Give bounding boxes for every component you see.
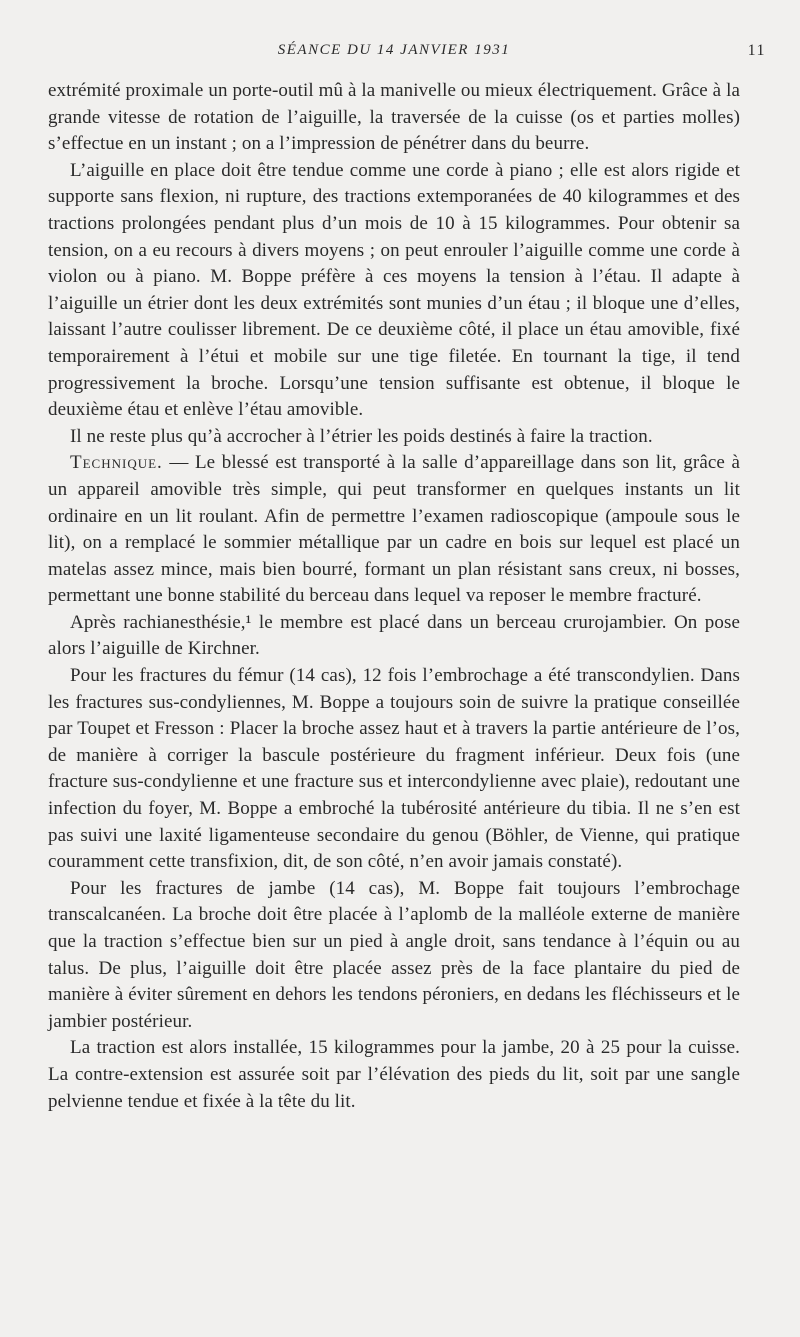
- paragraph-technique: [48, 450, 740, 610]
- paragraph-5: Après rachianesthésie,¹ le membre est placé dans un berceau crurojambier. On pose alors l’aiguille de Kirchner.: [48, 611, 740, 660]
- running-head: [48, 36, 766, 66]
- paragraph-6: Pour les fractures du fémur (14 cas), 12 fois l’embrochage a été transcondylien. Dans les fractures sus-condyliennes, M. Boppe a toujours soin de suivre la pratique conseillée par Toupet et Fresson : Placer la broche assez haut et à travers la partie antérieure de l’os, de manière à corriger la bascule postérieure du fragment inférieur. Deux fois (une fracture sus-condylienne et une fracture sus et intercondylienne avec plaie), redoutant une infection du foyer, M. Boppe a embroché la tubérosité antérieure du tibia. Il ne s’en est pas suivi une laxité ligamenteuse secondaire du genou (Böhler, de Vienne, qui pratique couramment cette transfixion, dit, de son côté, n’en avoir jamais constaté).: [48, 665, 740, 873]
- paragraph-technique-text: — Le blessé est transporté à la salle d’appareillage dans son lit, grâce à un appareil amovible très simple, qui peut transformer en quelques instants un lit ordinaire en un lit roulant. Afin de permettre l’examen radioscopique (ampoule sous le lit), on a remplacé le sommier métallique par un cadre en bois sur lequel est placé un matelas assez mince, mais bien bourré, formant un plan résistant sans creux, ni bosses, permettant une bonne stabilité du berceau dans lequel va reposer le membre fracturé.: [48, 452, 740, 607]
- running-title: SÉANCE DU 14 JANVIER 1931: [277, 42, 511, 58]
- paragraph-2: L’aiguille en place doit être tendue comme une corde à piano ; elle est alors rigide et supporte sans flexion, ni rupture, des tractions extemporanées de 40 kilogrammes et des tractions prolongées pendant plus d’un mois de 10 à 15 kilogrammes. Pour obtenir sa tension, on a eu recours à divers moyens ; on peut enrouler l’aiguille comme une corde à violon ou à piano. M. Boppe préfère à ces moyens la tension à l’étau. Il adapte à l’aiguille un étrier dont les deux extrémités sont munies d’un étau ; il bloque une d’elles, laissant l’autre coulisser librement. De ce deuxième côté, il place un étau amovible, fixé temporairement à l’étui et mobile sur une tige filetée. En tournant la tige, il tend progressivement la broche. Lorsqu’une tension suffisante est obtenue, il bloque le deuxième étau et enlève l’étau amovible.: [48, 159, 740, 421]
- paragraph-7: Pour les fractures de jambe (14 cas), M. Boppe fait toujours l’embrochage transcalcanéen. La broche doit être placée à l’aplomb de la malléole externe de manière que la traction s’effectue bien sur un pied à angle droit, sans tendance à l’équin ou au talus. De plus, l’aiguille doit être placée assez près de la face plantaire du pied de manière à éviter sûrement en dehors les tendons péroniers, en dedans les fléchisseurs et le jambier postérieur.: [48, 877, 740, 1032]
- paragraph-1: extrémité proximale un porte-outil mû à la manivelle ou mieux électriquement. Grâce à la grande vitesse de rotation de l’aiguille, la traversée de la cuisse (os et parties molles) s’effectue en un instant ; on a l’impression de pénétrer dans du beurre.: [48, 80, 740, 155]
- body-text: [48, 78, 740, 1115]
- page-number: 11: [747, 42, 766, 59]
- paragraph-3: Il ne reste plus qu’à accrocher à l’étrier les poids destinés à faire la traction.: [70, 425, 653, 447]
- section-lead-technique: Technique.: [70, 452, 163, 474]
- paragraph-8: La traction est alors installée, 15 kilogrammes pour la jambe, 20 à 25 pour la cuisse. La contre-extension est assurée soit par l’élévation des pieds du lit, soit par une sangle pelvienne tendue et fixée à la tête du lit.: [48, 1037, 740, 1112]
